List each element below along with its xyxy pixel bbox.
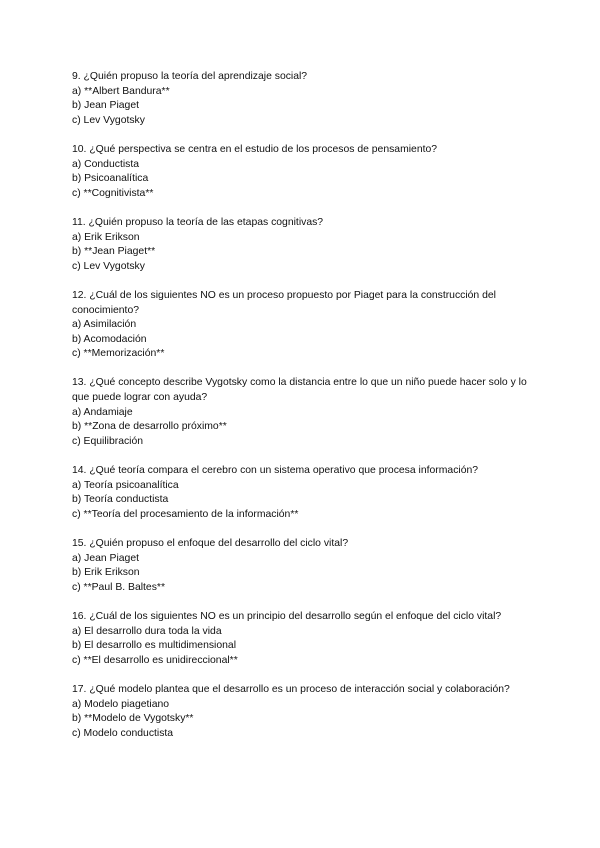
option-c: c) Modelo conductista (72, 727, 174, 739)
question-text: 10. ¿Qué perspectiva se centra en el estudio de los procesos de pensamiento? (72, 143, 438, 155)
question-text: 13. ¿Qué concepto describe Vygotsky como la distancia entre lo que un niño puede hacer solo y lo que puede lograr con ayuda? (72, 377, 530, 404)
option-c: c) Equilibración (72, 435, 144, 447)
question-text: 15. ¿Quién propuso el enfoque del desarrollo del ciclo vital? (72, 538, 349, 549)
option-a: a) Teoría psicoanalítica (72, 479, 179, 491)
option-b: b) Psicoanalítica (72, 173, 149, 185)
question-12 (72, 289, 532, 362)
option-c: c) **Teoría del procesamiento de la información** (72, 508, 299, 520)
option-a: a) Asimilación (72, 319, 137, 331)
question-text: 12. ¿Cuál de los siguientes NO es un proceso propuesto por Piaget para la construcción del conocimiento? (72, 289, 499, 316)
question-16 (72, 610, 532, 668)
question-13 (72, 376, 532, 449)
option-a: a) Erik Erikson (72, 231, 140, 243)
option-a: a) El desarrollo dura toda la vida (72, 625, 222, 637)
option-b: b) Erik Erikson (72, 567, 140, 579)
question-10 (72, 143, 532, 201)
option-a: a) Jean Piaget (72, 552, 140, 564)
question-text: 9. ¿Quién propuso la teoría del aprendizaje social? (72, 71, 308, 82)
option-b: b) **Zona de desarrollo próximo** (72, 421, 227, 433)
question-text: 11. ¿Quién propuso la teoría de las etapas cognitivas? (72, 216, 324, 228)
question-11 (72, 216, 532, 274)
option-c: c) **Memorización** (72, 348, 165, 360)
question-15 (72, 537, 532, 595)
option-b: b) El desarrollo es multidimensional (72, 640, 237, 652)
option-b: b) Teoría conductista (72, 494, 169, 506)
question-14 (72, 464, 532, 522)
option-a: a) Conductista (72, 158, 139, 170)
question-text: 17. ¿Qué modelo plantea que el desarrollo es un proceso de interacción social y colaboración? (72, 683, 510, 695)
question-text: 14. ¿Qué teoría compara el cerebro con un sistema operativo que procesa información? (72, 465, 479, 477)
option-c: c) **Cognitivista** (72, 187, 154, 199)
option-b: b) **Modelo de Vygotsky** (72, 713, 194, 725)
question-list (72, 70, 532, 756)
option-a: a) Modelo piagetiano (72, 698, 170, 710)
question-17 (72, 683, 532, 741)
option-b: b) **Jean Piaget** (72, 246, 156, 258)
option-a: a) **Albert Bandura** (72, 85, 170, 97)
option-b: b) Jean Piaget (72, 100, 140, 112)
question-text: 16. ¿Cuál de los siguientes NO es un principio del desarrollo según el enfoque del ciclo vital? (72, 610, 502, 622)
option-c: c) Lev Vygotsky (72, 260, 145, 272)
option-b: b) Acomodación (72, 333, 147, 345)
option-a: a) Andamiaje (72, 406, 133, 418)
option-c: c) **Paul B. Baltes** (72, 581, 165, 593)
question-9 (72, 70, 532, 128)
option-c: c) Lev Vygotsky (72, 114, 145, 126)
option-c: c) **El desarrollo es unidireccional** (72, 654, 238, 666)
